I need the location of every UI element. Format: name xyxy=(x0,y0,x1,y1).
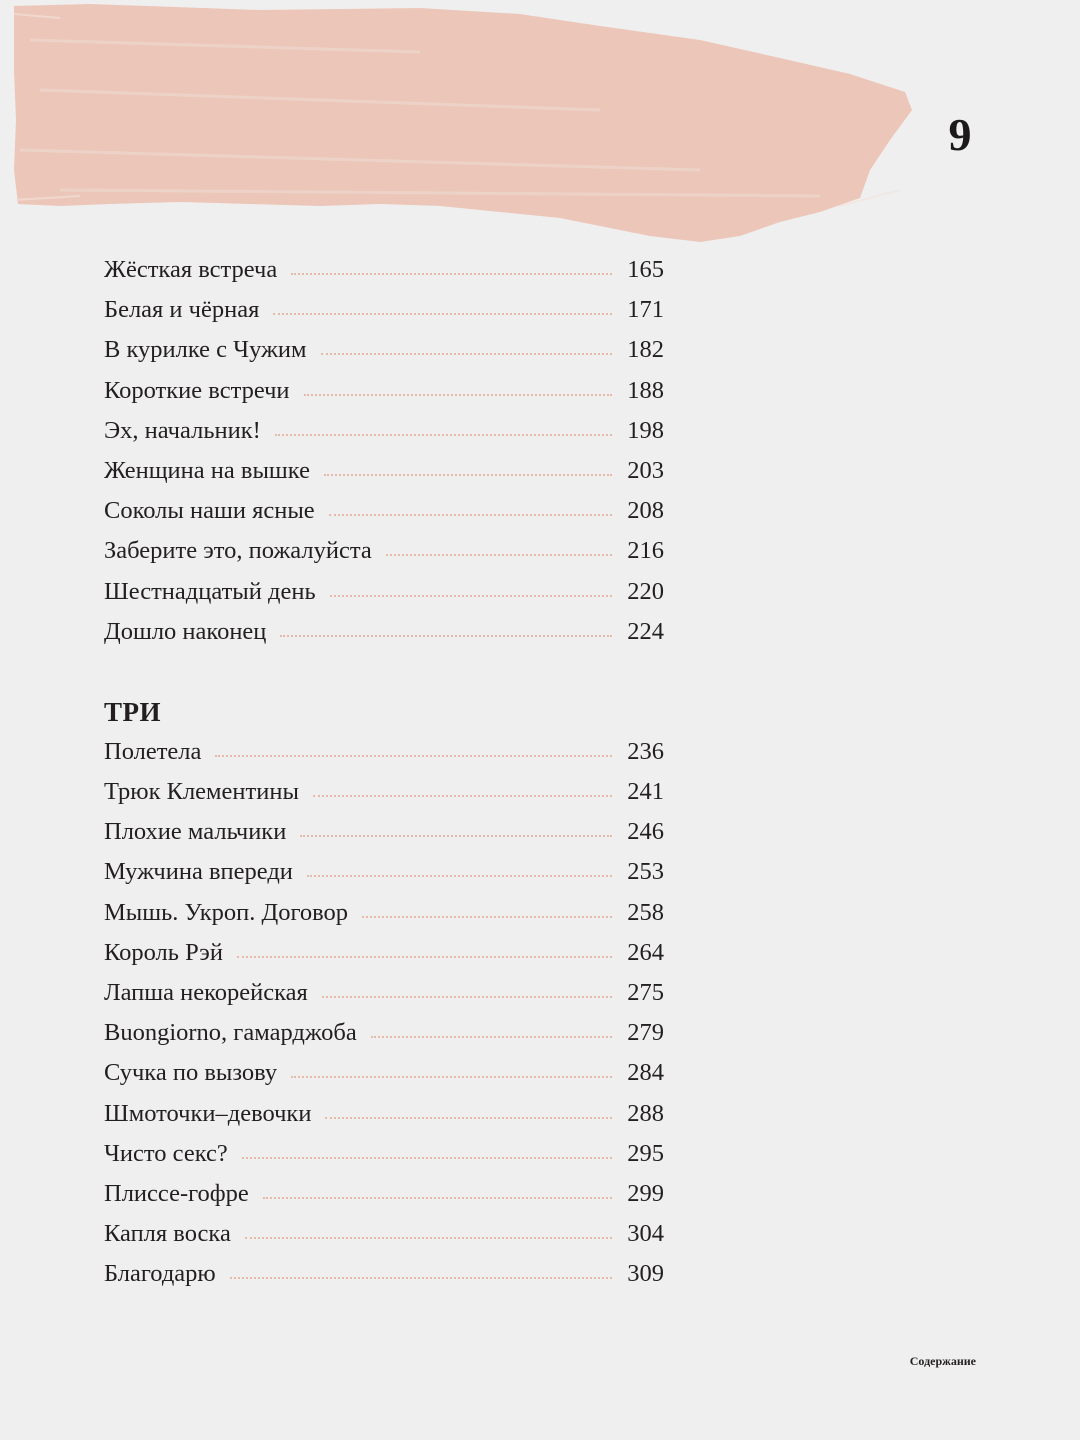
toc-entry xyxy=(104,572,664,612)
toc-entry-title: Трюк Клементины xyxy=(104,778,299,806)
toc-entry-title: Плиссе-гофре xyxy=(104,1179,249,1207)
toc-entry xyxy=(104,812,664,852)
toc-entry-title: Короткие встречи xyxy=(104,376,290,404)
toc-dot-leader xyxy=(371,1036,612,1038)
toc-entry-page: 258 xyxy=(627,898,664,926)
toc-entry xyxy=(104,531,664,571)
toc-entry xyxy=(104,1013,664,1053)
section-heading: ТРИ xyxy=(104,696,162,727)
toc-entry-title: Женщина на вышке xyxy=(104,456,310,484)
toc-dot-leader xyxy=(330,595,612,597)
toc-entry xyxy=(104,852,664,892)
toc-dot-leader xyxy=(291,273,612,275)
toc-entry-page: 309 xyxy=(627,1260,664,1288)
toc-dot-leader xyxy=(215,755,612,757)
toc-entry-title: Капля воска xyxy=(104,1220,231,1248)
toc-entry-title: Белая и чёрная xyxy=(104,296,260,324)
toc-dot-leader xyxy=(237,956,612,958)
toc-entry xyxy=(104,732,664,772)
toc-entry-title: Плохие мальчики xyxy=(104,818,287,846)
toc-entry-page: 241 xyxy=(627,778,664,806)
toc-dot-leader xyxy=(273,313,612,315)
toc-dot-leader xyxy=(321,353,612,355)
toc-entry-title: Эх, начальник! xyxy=(104,416,261,444)
toc-entry xyxy=(104,1134,664,1174)
toc-entry-title: Жёсткая встреча xyxy=(104,256,278,283)
toc-entry xyxy=(104,451,664,491)
toc-entry-page: 299 xyxy=(627,1179,664,1207)
toc-entry-page: 203 xyxy=(627,456,664,484)
toc-entry xyxy=(104,1174,664,1214)
toc-entry-title: Лапша некорейская xyxy=(104,979,308,1006)
brush-stroke-decoration xyxy=(0,0,940,260)
toc-entry-page: 224 xyxy=(627,617,664,645)
toc-entry-page: 182 xyxy=(627,336,664,364)
table-of-contents xyxy=(104,250,664,1295)
toc-entry-title: Чисто секс? xyxy=(104,1139,228,1167)
toc-entry-page: 208 xyxy=(627,497,664,525)
toc-dot-leader xyxy=(291,1076,612,1078)
toc-entry xyxy=(104,1214,664,1254)
toc-entry xyxy=(104,612,664,652)
toc-dot-leader xyxy=(307,875,612,877)
toc-entry-page: 295 xyxy=(627,1139,664,1167)
toc-entry xyxy=(104,772,664,812)
toc-dot-leader xyxy=(242,1157,612,1159)
toc-entry-page: 188 xyxy=(627,376,664,404)
toc-entry xyxy=(104,371,664,411)
toc-entry xyxy=(104,1053,664,1093)
toc-entry-page: 236 xyxy=(627,737,664,765)
toc-entry-page: 288 xyxy=(627,1099,664,1127)
running-footer: Содержание xyxy=(909,1354,976,1368)
toc-entry-title: Шмоточки–девочки xyxy=(104,1099,312,1127)
toc-entry-page: 216 xyxy=(627,537,664,565)
toc-dot-leader xyxy=(300,835,612,837)
toc-entry-page: 275 xyxy=(627,979,664,1006)
toc-entry-title: Благодарю xyxy=(104,1260,216,1288)
toc-entry-page: 253 xyxy=(627,858,664,886)
toc-dot-leader xyxy=(245,1237,612,1239)
toc-entry xyxy=(104,933,664,973)
toc-dot-leader xyxy=(313,795,612,797)
toc-entry-title: Мышь. Укроп. Договор xyxy=(104,898,349,926)
toc-entry-title: Buongiorno, гамарджоба xyxy=(104,1019,357,1047)
toc-dot-leader xyxy=(275,434,612,436)
toc-entry-page: 304 xyxy=(627,1220,664,1248)
toc-entry xyxy=(104,1254,664,1294)
toc-entry-title: Полетела xyxy=(104,737,202,765)
toc-dot-leader xyxy=(230,1277,612,1279)
toc-entry-title: Соколы наши ясные xyxy=(104,497,315,525)
toc-entry xyxy=(104,491,664,531)
toc-part-two-list xyxy=(104,250,664,652)
toc-entry-page: 171 xyxy=(627,296,664,324)
toc-entry-page: 284 xyxy=(627,1059,664,1087)
page-number: 9 xyxy=(948,109,972,160)
toc-entry-page: 246 xyxy=(627,818,664,846)
toc-dot-leader xyxy=(324,474,612,476)
toc-entry xyxy=(104,1094,664,1134)
toc-dot-leader xyxy=(325,1117,612,1119)
toc-entry-page: 220 xyxy=(627,577,664,605)
toc-entry-title: Дошло наконец xyxy=(104,617,267,645)
toc-entry-title: Заберите это, пожалуйста xyxy=(104,537,372,565)
toc-part-three-list xyxy=(104,732,664,1295)
toc-entry-title: Мужчина впереди xyxy=(104,858,293,886)
toc-dot-leader xyxy=(329,514,612,516)
toc-entry-title: Сучка по вызову xyxy=(104,1059,278,1087)
toc-entry-title: Шестнадцатый день xyxy=(104,577,316,605)
toc-entry xyxy=(104,893,664,933)
toc-dot-leader xyxy=(322,996,612,998)
toc-dot-leader xyxy=(280,635,612,637)
toc-entry xyxy=(104,250,664,290)
toc-entry-page: 165 xyxy=(627,256,664,283)
toc-entry xyxy=(104,330,664,370)
toc-dot-leader xyxy=(263,1197,612,1199)
toc-entry-page: 279 xyxy=(627,1019,664,1047)
toc-entry-title: В курилке с Чужим xyxy=(104,336,307,364)
toc-entry xyxy=(104,411,664,451)
toc-dot-leader xyxy=(386,554,612,556)
toc-dot-leader xyxy=(362,916,612,918)
toc-entry xyxy=(104,290,664,330)
toc-entry-page: 264 xyxy=(627,938,664,966)
toc-entry-page: 198 xyxy=(627,416,664,444)
toc-dot-leader xyxy=(304,394,612,396)
toc-entry-title: Король Рэй xyxy=(104,938,223,966)
toc-entry xyxy=(104,973,664,1013)
